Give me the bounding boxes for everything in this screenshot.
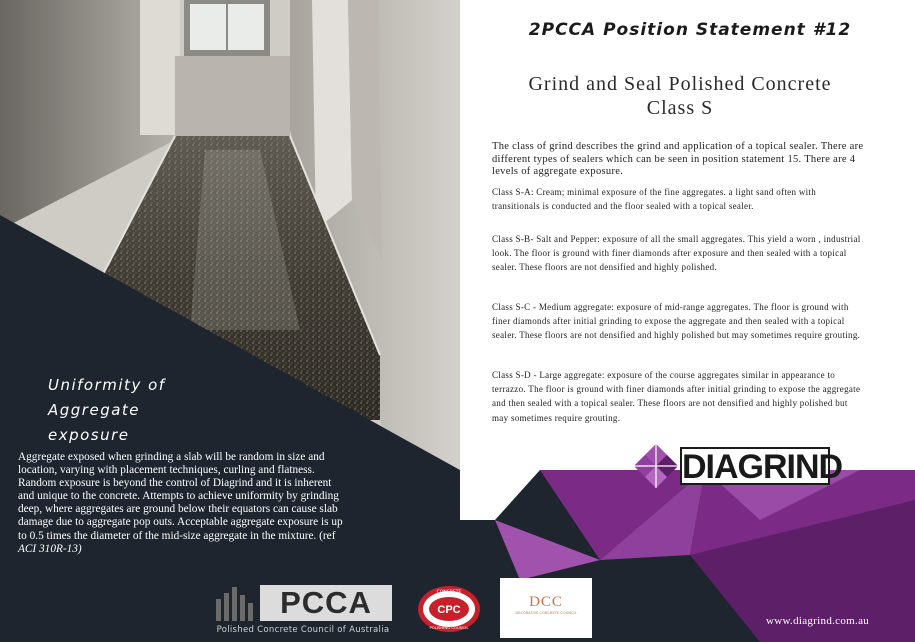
pcca-bars-icon <box>214 585 258 621</box>
class-s-d-paragraph: Class S-D - Large aggregate: exposure of the course aggregates similar in appearance to terrazzo. The floor is ground with finer diamonds after initial grinding to expose the aggregate and then sealed with a topical sealer. These floors are not densified and highly polished but may sometimes require grouting. <box>492 370 861 423</box>
pcca-logo <box>210 581 400 639</box>
uniformity-body-text: Aggregate exposed when grinding a slab will be random in size and location, varying with placement techniques, curling and flatness. Random exposure is beyond the control of Diagrind and it is inherent and unique to the concrete. Attempts to achieve uniformity by grinding deep, where aggregates are ground below their equators can cause slab damage due to aggregate pop outs. Acceptable aggregate exposure is up to 0.5 times the diameter of the mid-size aggregate in the mixture. (ref <box>18 451 343 542</box>
subtitle-line-1: Grind and Seal Polished Concrete <box>528 73 832 95</box>
dcc-mark: DCC <box>529 594 563 610</box>
diagrind-logo <box>628 444 843 488</box>
diagrind-wordmark-box <box>680 447 843 486</box>
page-title: 2PCCA Position Statement #12 <box>528 20 852 40</box>
uniformity-heading-line-1: Uniformity of <box>48 376 166 394</box>
diamond-logo-icon <box>628 444 684 488</box>
cpc-logo <box>416 584 482 634</box>
class-s-a-paragraph: Class S-A: Cream; minimal exposure of the fine aggregates. a light sand often with transitionals is conducted and the floor sealed with a topical sealer. <box>492 187 817 212</box>
page-subtitle <box>470 72 890 120</box>
subtitle-line-2: Class S <box>646 97 714 119</box>
reference-citation: ACI 310R-13) <box>18 542 82 555</box>
diagrind-wordmark: DIAGRIND <box>682 448 843 486</box>
uniformity-paragraph <box>18 451 350 556</box>
intro-paragraph: The class of grind describes the grind and application of a topical sealer. There are different types of sealers which can be seen in position statement 15. There are 4 levels of aggregate exposure. <box>492 141 864 178</box>
pcca-wordmark: PCCA <box>280 585 372 620</box>
class-s-c-paragraph: Class S-C - Medium aggregate: exposure of mid-range aggregates. The floor is ground with finer diamonds after initial grinding to expose the aggregate and then sealed with a topical sealer. These floors are not densified and highly polished but may sometimes require grouting. <box>492 302 861 341</box>
cpc-bottom-text: POLISHING COUNCIL <box>429 625 469 630</box>
dcc-caption: DECORATIVE CONCRETE COUNCIL <box>515 611 577 615</box>
pcca-wordmark-box <box>260 585 392 621</box>
class-s-b-paragraph: Class S-B- Salt and Pepper: exposure of all the small aggregates. This yield a worn , industrial look. The floor is ground with finer diamonds after exposure and then sealed with a topical sealer. These floors are not densified and highly polished. <box>492 234 861 273</box>
uniformity-heading-line-2: Aggregate <box>48 401 141 419</box>
website-url[interactable]: www.diagrind.com.au <box>766 615 870 627</box>
cpc-mark: CPC <box>437 604 461 616</box>
pcca-caption: Polished Concrete Council of Australia <box>216 625 390 635</box>
dcc-logo <box>500 578 592 638</box>
uniformity-heading-line-3: exposure <box>48 426 130 444</box>
uniformity-heading <box>48 373 208 448</box>
cpc-top-text: CONCRETE <box>436 590 462 595</box>
